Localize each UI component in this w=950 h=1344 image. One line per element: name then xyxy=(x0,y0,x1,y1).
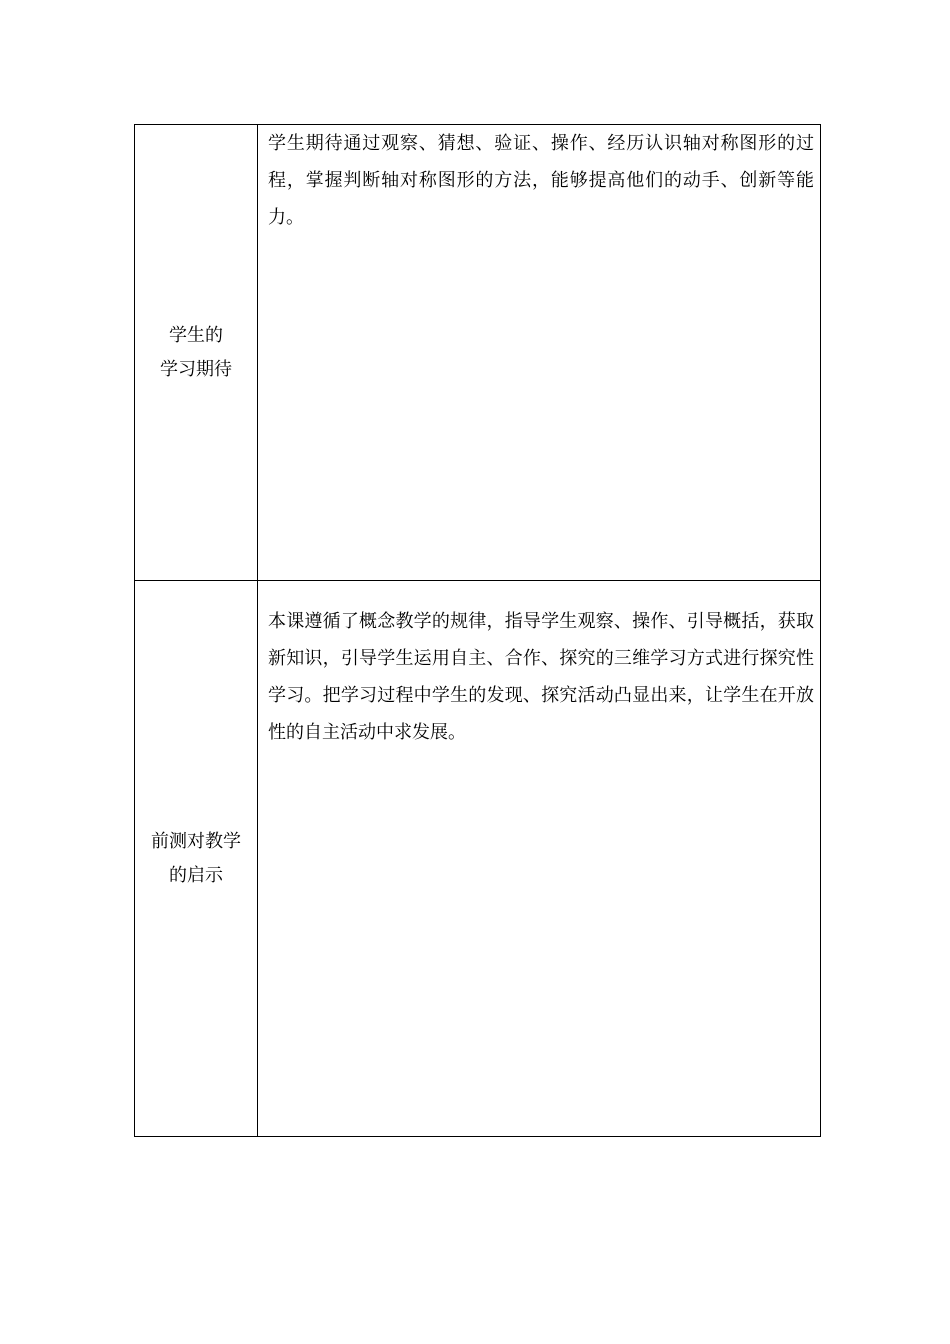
row-label-line: 学习期待 xyxy=(160,358,232,380)
teaching-insight-text: 本课遵循了概念教学的规律，指导学生观察、操作、引导概括，获取新知识，引导学生运用自主、合作、探究的三维学习方式进行探究性学习。把学习过程中学生的发现、探究活动凸显出来，让学生在开放性的自主活动中求发展。 xyxy=(268,611,814,743)
info-table xyxy=(134,124,821,1137)
row-content-cell xyxy=(258,581,821,1137)
row-label-line: 的启示 xyxy=(169,864,223,886)
row-label-line: 学生的 xyxy=(169,324,223,346)
row-label-line: 前测对教学 xyxy=(151,830,241,852)
row-label-cell xyxy=(135,125,258,581)
row-content-cell xyxy=(258,125,821,581)
table-row xyxy=(135,581,821,1137)
table-row xyxy=(135,125,821,581)
row-label-cell xyxy=(135,581,258,1137)
student-expectation-text: 学生期待通过观察、猜想、验证、操作、经历认识轴对称图形的过程，掌握判断轴对称图形的方法，能够提高他们的动手、创新等能力。 xyxy=(268,133,814,228)
